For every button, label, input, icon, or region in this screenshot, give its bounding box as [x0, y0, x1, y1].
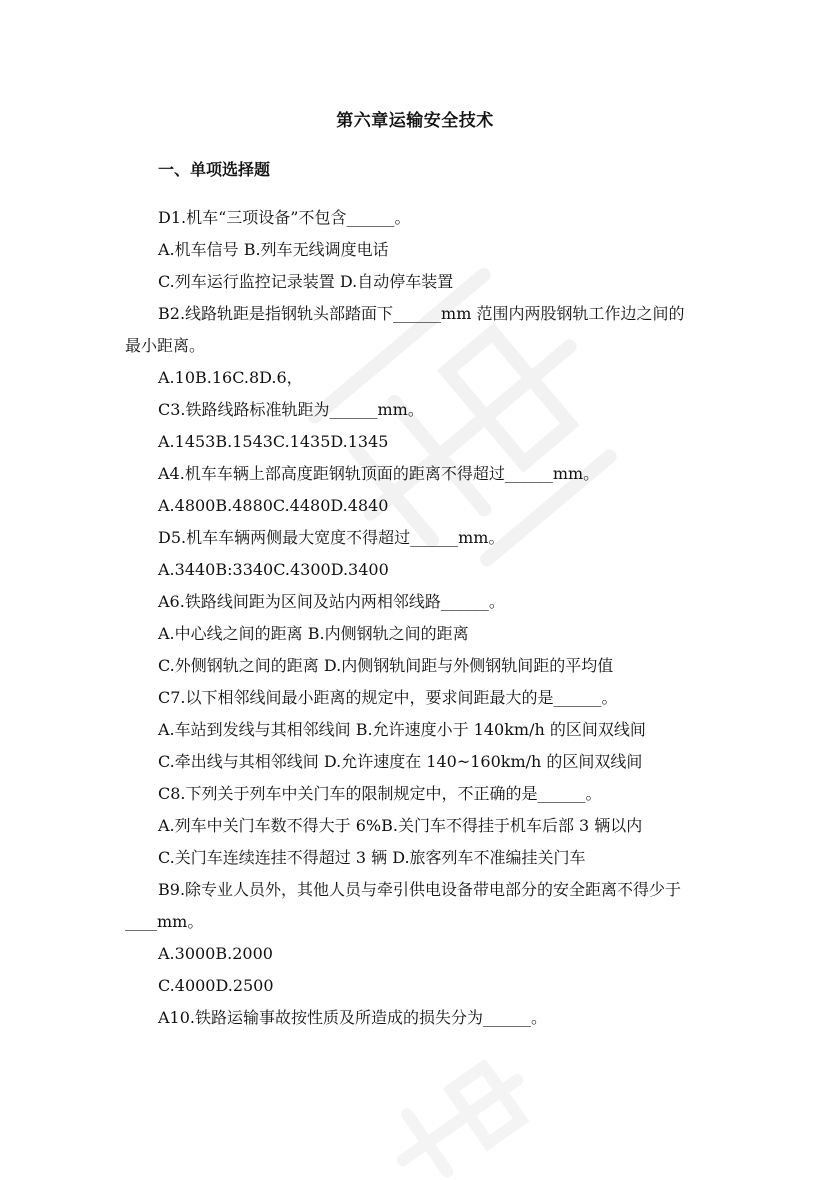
question-line: A6.铁路线间距为区间及站内两相邻线路______。	[158, 592, 505, 611]
question-line: B9.除专业人员外，其他人员与牵引供电设备带电部分的安全距离不得少于	[158, 880, 682, 899]
option-line: A.3440B:3340C.4300D.3400	[158, 560, 389, 579]
option-line: A.10B.16C.8D.6，	[158, 368, 303, 387]
option-line: A.1453B.1543C.1435D.1345	[158, 432, 389, 451]
watermark-logo-bottom	[360, 1060, 560, 1180]
option-line: A.机车信号 B.列车无线调度电话	[158, 240, 389, 259]
question-line: A4.机车车辆上部高度距钢轨顶面的距离不得超过______mm。	[158, 464, 600, 483]
option-line: C.牵出线与其相邻线间 D.允许速度在 140~160km/h 的区间双线间	[158, 752, 643, 771]
option-line: A.中心线之间的距离 B.内侧钢轨之间的距离	[158, 624, 469, 643]
question-line: D1.机车“三项设备”不包含______。	[158, 208, 411, 227]
option-line: C.列车运行监控记录装置 D.自动停车装置	[158, 272, 454, 291]
question-line: C3.铁路线路标准轨距为______mm。	[158, 400, 424, 419]
option-line: C.4000D.2500	[158, 976, 274, 995]
question-line: D5.机车车辆两侧最大宽度不得超过______mm。	[158, 528, 505, 547]
question-line-continuation: ____mm。	[125, 912, 204, 931]
option-line: A.4800B.4880C.4480D.4840	[158, 496, 389, 515]
question-list	[125, 202, 715, 1034]
question-line: A10.铁路运输事故按性质及所造成的损失分为______。	[158, 1008, 548, 1027]
option-line: C.关门车连续连挂不得超过 3 辆 D.旅客列车不准编挂关门车	[158, 848, 586, 867]
section-heading: 一、单项选择题	[158, 160, 271, 179]
page-title: 第六章运输安全技术	[336, 111, 494, 131]
question-line-continuation: 最小距离。	[125, 336, 206, 355]
option-line: A.列车中关门车数不得大于 6%B.关门车不得挂于机车后部 3 辆以内	[158, 816, 643, 835]
question-line: B2.线路轨距是指钢轨头部踏面下______mm 范围内两股钢轨工作边之间的	[158, 304, 685, 323]
question-line: C8.下列关于列车中关门车的限制规定中，不正确的是______。	[158, 784, 602, 803]
option-line: A.3000B.2000	[158, 944, 273, 963]
option-line: C.外侧钢轨之间的距离 D.内侧钢轨间距与外侧钢轨间距的平均值	[158, 656, 614, 675]
question-line: C7.以下相邻线间最小距离的规定中，要求间距最大的是______。	[158, 688, 618, 707]
option-line: A.车站到发线与其相邻线间 B.允许速度小于 140km/h 的区间双线间	[158, 720, 646, 739]
